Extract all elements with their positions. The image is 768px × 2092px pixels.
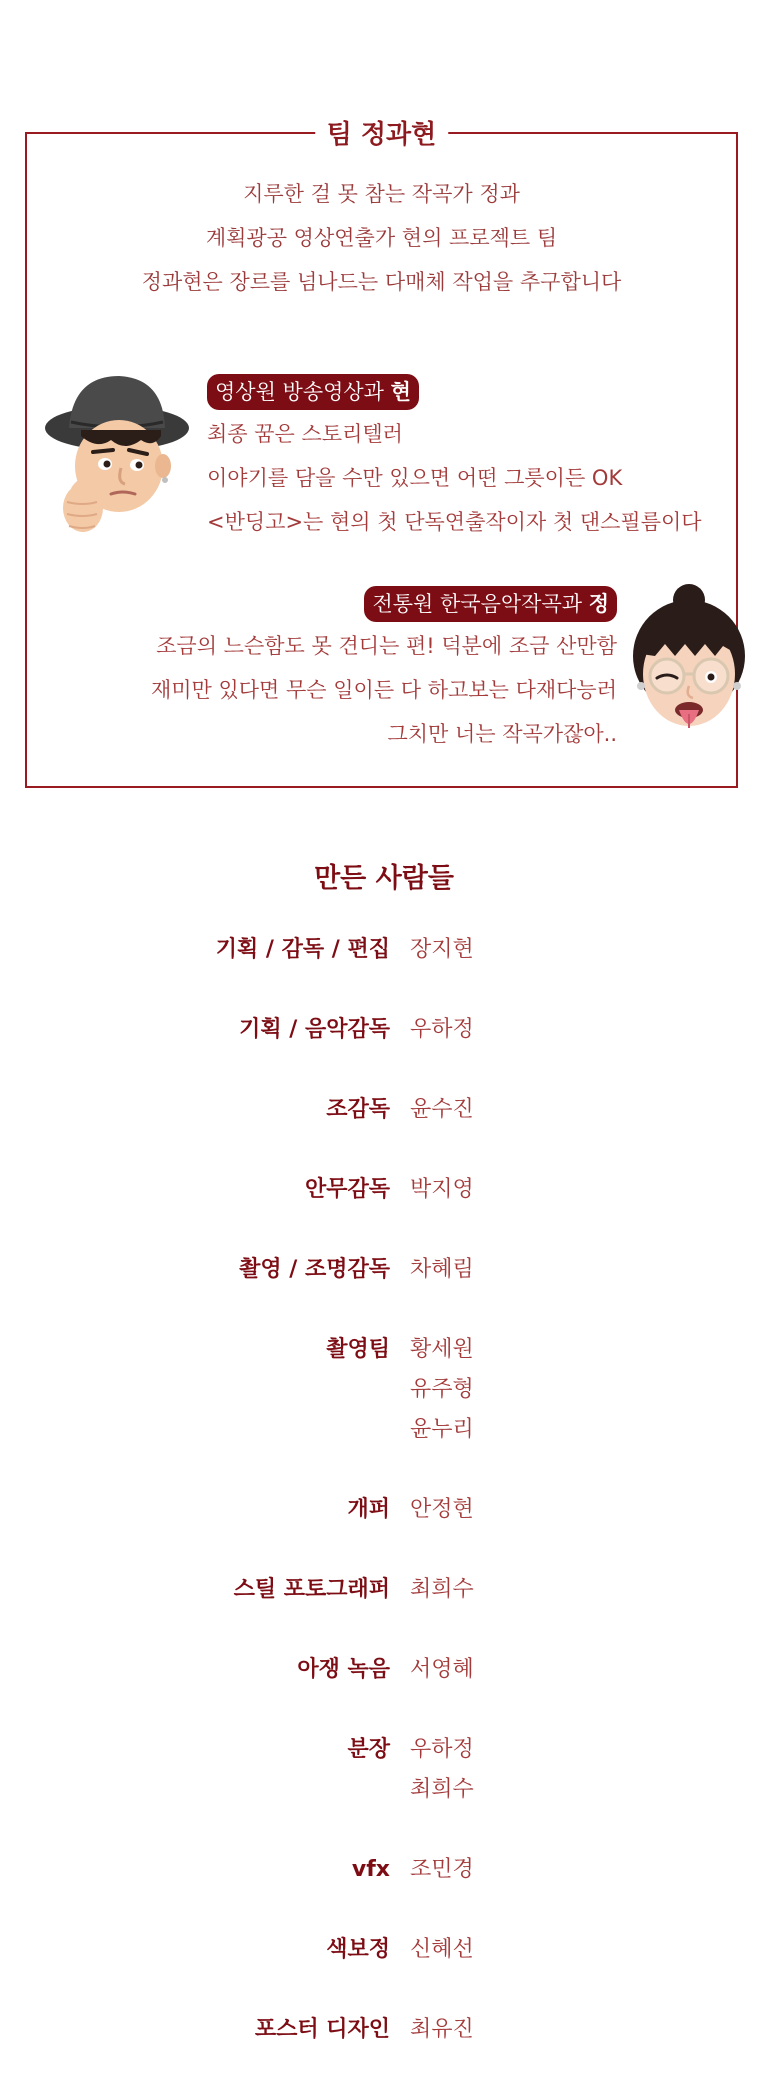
- credit-role: 촬영팀: [326, 1337, 390, 1362]
- credit-role: 스틸 포토그래퍼: [233, 1577, 390, 1602]
- member-hyun-tag-prefix: 영상원 방송영상과: [215, 380, 391, 404]
- credit-role: 촬영 / 조명감독: [239, 1257, 390, 1282]
- credit-row: [0, 1250, 768, 1290]
- credit-role: 분장: [347, 1737, 390, 1762]
- credit-names: [410, 1930, 768, 1970]
- hyun-avatar-icon: [37, 370, 189, 542]
- credit-names: [410, 1570, 768, 1610]
- member-jung-tag-name: 정: [588, 592, 609, 616]
- credit-role: 색보정: [326, 1937, 390, 1962]
- credit-names: [410, 930, 768, 970]
- credit-names: [410, 1010, 768, 1050]
- credit-role: 조감독: [326, 1097, 390, 1122]
- credit-row: [0, 930, 768, 970]
- credit-row: [0, 1650, 768, 1690]
- credits-title: 만든 사람들: [314, 863, 454, 894]
- credit-role: 기획 / 음악감독: [239, 1017, 390, 1042]
- credit-name: 최유진: [410, 2017, 474, 2042]
- credit-row: [0, 1170, 768, 1210]
- credit-row: [0, 1010, 768, 1050]
- member-hyun-tag: [207, 374, 419, 410]
- credit-row: [0, 2010, 768, 2050]
- credit-name: 우하정: [410, 1017, 474, 1042]
- credit-row: [0, 1090, 768, 1130]
- credit-name: 최희수: [410, 1577, 474, 1602]
- credit-role: 개퍼: [347, 1497, 390, 1522]
- credit-names: [410, 1250, 768, 1290]
- member-hyun-description: [207, 412, 737, 544]
- team-box: [25, 120, 738, 788]
- credit-row: [0, 1730, 768, 1810]
- credit-names: [410, 1730, 768, 1810]
- member-hyun: [207, 374, 737, 544]
- credit-row: [0, 1850, 768, 1890]
- member-hyun-line: <반딩고>는 현의 첫 단독연출작이자 첫 댄스필름이다: [207, 510, 702, 534]
- credit-name: 최희수: [410, 1777, 474, 1802]
- member-jung: [67, 586, 617, 756]
- credit-name: 박지영: [410, 1177, 474, 1202]
- credit-row: [0, 1490, 768, 1530]
- credit-role: 포스터 디자인: [254, 2017, 390, 2042]
- credit-name: 유주형: [410, 1377, 474, 1402]
- credit-role: 기획 / 감독 / 편집: [215, 937, 390, 962]
- team-intro: [27, 172, 736, 304]
- credit-name: 안정현: [410, 1497, 474, 1522]
- credit-names: [410, 1650, 768, 1690]
- member-jung-line: 조금의 느슨함도 못 견디는 편! 덕분에 조금 산만함: [156, 634, 617, 658]
- team-intro-line: 지루한 걸 못 참는 작곡가 정과: [243, 182, 520, 206]
- credit-role: vfx: [351, 1857, 390, 1882]
- credit-names: [410, 1850, 768, 1890]
- credits-list: [0, 930, 768, 2090]
- credit-name: 조민경: [410, 1857, 474, 1882]
- member-hyun-tag-name: 현: [390, 380, 411, 404]
- credit-row: [0, 1930, 768, 1970]
- member-jung-line: 재미만 있다면 무슨 일이든 다 하고보는 다재다능러: [150, 678, 617, 702]
- credit-name: 신혜선: [410, 1937, 474, 1962]
- credit-name: 윤누리: [410, 1417, 474, 1442]
- member-jung-line: 그치만 너는 작곡가잖아..: [387, 722, 617, 746]
- credit-role: 아쟁 녹음: [297, 1657, 390, 1682]
- member-jung-tag-prefix: 전통원 한국음악작곡과: [372, 592, 589, 616]
- team-intro-line: 계획광공 영상연출가 현의 프로젝트 팀: [205, 226, 558, 250]
- member-hyun-line: 최종 꿈은 스토리텔러: [207, 422, 403, 446]
- credit-row: [0, 1330, 768, 1450]
- member-hyun-line: 이야기를 담을 수만 있으면 어떤 그릇이든 OK: [207, 466, 623, 490]
- credit-name: 차혜림: [410, 1257, 474, 1282]
- credit-name: 우하정: [410, 1737, 474, 1762]
- credit-names: [410, 1490, 768, 1530]
- team-title: 팀 정과현: [315, 114, 449, 151]
- credit-role: 안무감독: [304, 1177, 390, 1202]
- credit-name: 윤수진: [410, 1097, 474, 1122]
- credit-names: [410, 1090, 768, 1130]
- credit-names: [410, 1330, 768, 1450]
- credit-names: [410, 1170, 768, 1210]
- jung-avatar-icon: [623, 582, 755, 742]
- credit-name: 장지현: [410, 937, 474, 962]
- member-jung-description: [67, 624, 617, 756]
- member-jung-tag: [364, 586, 617, 622]
- team-intro-line: 정과현은 장르를 넘나드는 다매체 작업을 추구합니다: [141, 270, 622, 294]
- credit-names: [410, 2010, 768, 2050]
- credit-row: [0, 1570, 768, 1610]
- credit-name: 황세원: [410, 1337, 474, 1362]
- credit-name: 서영혜: [410, 1657, 474, 1682]
